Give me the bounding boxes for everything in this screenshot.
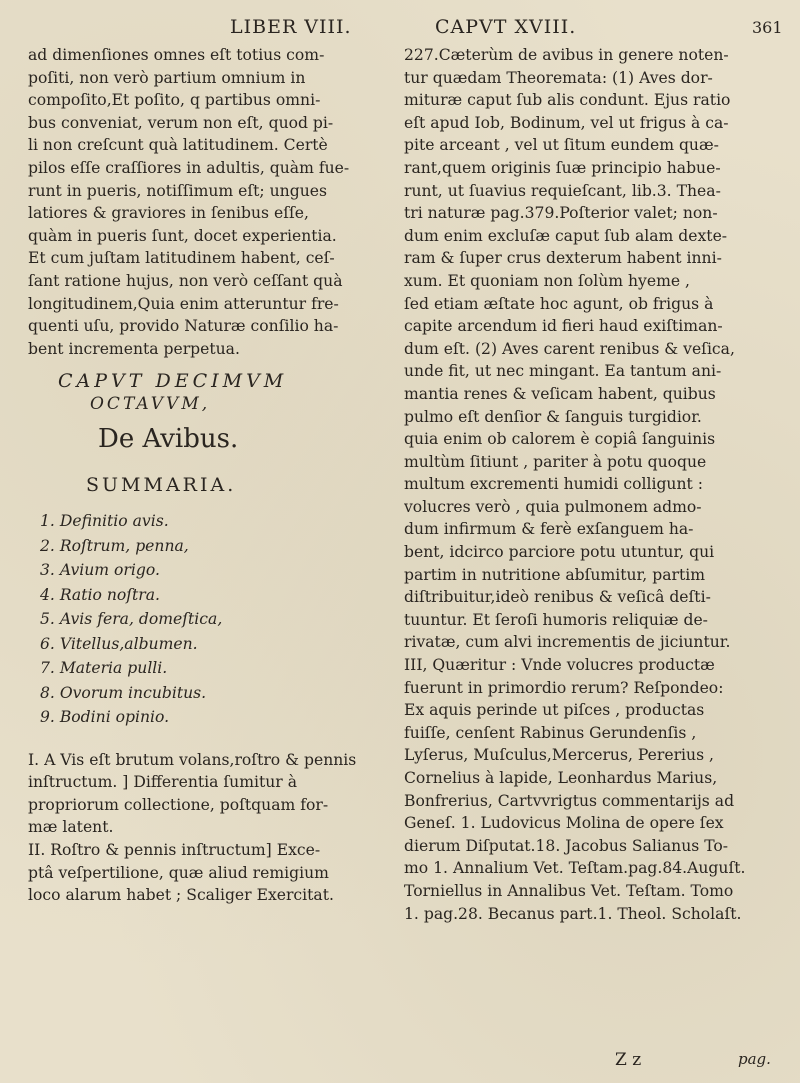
chapter-heading-line-1: CAPVT DECIMVM	[58, 370, 288, 393]
text-line: tuuntur. Et ſeroſi humoris reliquiæ de-	[404, 610, 708, 629]
text-line: quenti uſu, provido Naturæ conſilio ha-	[28, 317, 339, 336]
text-line: ram & ſuper crus dexterum habent inni-	[404, 249, 722, 268]
running-head-chapter: CAPVT XVIII.	[435, 16, 577, 38]
text-line: pilos eſſe craſſiores in adultis, quàm fue-	[28, 158, 350, 177]
page-number: 361	[752, 18, 783, 37]
summaria-list	[28, 510, 388, 731]
left-column	[28, 44, 388, 907]
summaria-item: 3. Avium origo.	[40, 561, 160, 580]
text-line: tri naturæ pag.379.Poſterior valet; non-	[404, 204, 718, 223]
right-column	[404, 44, 776, 925]
text-line: bent, idcirco parciore potu utuntur, qui	[404, 543, 715, 562]
text-line: ptâ veſpertilione, quæ aliud remigium	[28, 863, 329, 882]
text-line: ſant ratione hujus, non verò ceſſant quà	[28, 271, 343, 290]
text-line: multùm ſitiunt , pariter à potu quoque	[404, 452, 707, 471]
summaria-item: 1. Definitio avis.	[40, 512, 169, 531]
summaria-item: 9. Bodini opinio.	[40, 708, 170, 727]
text-line: Lyſerus, Muſculus,Mercerus, Pererius ,	[404, 746, 714, 765]
text-line: diſtribuitur,ideò renibus & veſicâ deſti-	[404, 588, 711, 607]
text-line: unde fit, ut nec mingant. Ea tantum ani-	[404, 362, 722, 381]
text-line: Et cum juſtam latitudinem habent, ceſ-	[28, 249, 335, 268]
text-line: fuiſſe, cenſent Rabinus Gerundenſis ,	[404, 723, 697, 742]
text-line: li non creſcunt quà latitudinem. Certè	[28, 136, 328, 155]
text-line: compoſito,Et poſito, q partibus omni-	[28, 91, 321, 110]
text-line: III, Quæritur : Vnde volucres productæ	[404, 656, 715, 675]
summaria-item: 7. Materia pulli.	[40, 659, 168, 678]
summaria-heading: SUMMARIA.	[86, 473, 237, 496]
text-line: rivatæ, cum alvi incrementis de jiciuntur.	[404, 633, 731, 652]
text-line: multum excrementi humidi colligunt :	[404, 475, 703, 494]
text-line: I. A Vis eſt brutum volans,roſtro & pennis	[28, 750, 357, 769]
chapter-heading-line-2: OCTAVVM,	[90, 393, 211, 414]
left-body-text	[28, 749, 388, 907]
text-line: runt in pueris, notiſſimum eſt; ungues	[28, 181, 327, 200]
text-line: fuerunt in primordio rerum? Reſpondeo:	[404, 678, 724, 697]
text-line: dum eſt. (2) Aves carent renibus & veſica,	[404, 339, 735, 358]
text-line: mantia renes & veſicam habent, quibus	[404, 384, 716, 403]
text-line: partim in nutritione abſumitur, partim	[404, 565, 705, 584]
text-line: dum infirmum & ferè exſanguem ha-	[404, 520, 694, 539]
text-line: Ex aquis perinde ut piſces , productas	[404, 701, 705, 720]
catchword: pag.	[738, 1050, 771, 1068]
text-line: ſed etiam æſtate hoc agunt, ob frigus à	[404, 294, 714, 313]
text-line: dum enim excluſæ caput ſub alam dexte-	[404, 226, 728, 245]
text-line: II. Roſtro & pennis inſtructum] Exce-	[28, 840, 321, 859]
right-body-text	[404, 44, 776, 925]
text-line: capite arcendum id fieri haud exiſtiman-	[404, 317, 723, 336]
left-intro-text	[28, 44, 388, 360]
summaria-item: 4. Ratio noſtra.	[40, 585, 161, 604]
text-line: rant,quem originis ſuæ principio habue-	[404, 158, 721, 177]
summaria-item: 8. Ovorum incubitus.	[40, 683, 207, 702]
text-line: loco alarum habet ; Scaliger Exercitat.	[28, 886, 334, 905]
text-line: Geneſ. 1. Ludovicus Molina de opere ſex	[404, 814, 724, 833]
text-line: 1. pag.28. Becanus part.1. Theol. Scholaſt.	[404, 904, 742, 923]
text-line: inſtructum. ] Differentia ſumitur à	[28, 773, 297, 792]
text-line: poſiti, non verò partium omnium in	[28, 68, 306, 87]
text-line: runt, ut ſuavius requieſcant, lib.3. Thea-	[404, 181, 721, 200]
signature-mark: Z z	[615, 1050, 642, 1070]
chapter-title: De Avibus.	[98, 423, 239, 454]
text-line: propriorum collectione, poſtquam for-	[28, 795, 329, 814]
text-line: mituræ caput ſub alis condunt. Ejus ratio	[404, 91, 731, 110]
text-line: bus conveniat, verum non eſt, quod pi-	[28, 113, 334, 132]
text-line: eſt apud Iob, Bodinum, vel ut frigus à ca-	[404, 113, 729, 132]
text-line: quia enim ob calorem è copiâ ſanguinis	[404, 430, 716, 449]
text-line: latiores & graviores in ſenibus eſſe,	[28, 204, 309, 223]
running-header	[0, 6, 800, 46]
text-line: bent incrementa perpetua.	[28, 339, 240, 358]
text-line: ad dimenſiones omnes eſt totius com-	[28, 46, 325, 64]
text-line: Cornelius à lapide, Leonhardus Marius,	[404, 769, 718, 787]
text-line: mo 1. Annalium Vet. Teſtam.pag.84.Auguſt.	[404, 859, 746, 878]
text-line: mæ latent.	[28, 818, 114, 837]
text-line: Torniellus in Annalibus Vet. Teſtam. Tomo	[404, 881, 734, 900]
summaria-item: 6. Vitellus,albumen.	[40, 634, 198, 653]
running-head-book: LIBER VIII.	[230, 16, 352, 38]
text-line: xum. Et quoniam non ſolùm hyeme ,	[404, 271, 691, 290]
text-line: pulmo eſt denſior & ſanguis turgidior.	[404, 407, 702, 426]
text-line: tur quædam Theoremata: (1) Aves dor-	[404, 68, 713, 87]
summaria-item: 2. Roſtrum, penna,	[40, 536, 189, 555]
text-line: dierum Diſputat.18. Jacobus Salianus To-	[404, 836, 729, 855]
text-line: longitudinem,Quia enim atteruntur fre-	[28, 294, 339, 313]
text-line: pite arceant , vel ut ſitum eundem quæ-	[404, 136, 719, 155]
text-line: Bonfrerius, Cartvvrigtus commentarijs ad	[404, 791, 735, 810]
text-line: 227.Cæterùm de avibus in genere noten-	[404, 46, 729, 64]
text-line: volucres verò , quia pulmonem admo-	[404, 497, 702, 516]
summaria-item: 5. Avis fera, domeſtica,	[40, 610, 223, 629]
text-line: quàm in pueris ſunt, docet experientia.	[28, 226, 337, 245]
